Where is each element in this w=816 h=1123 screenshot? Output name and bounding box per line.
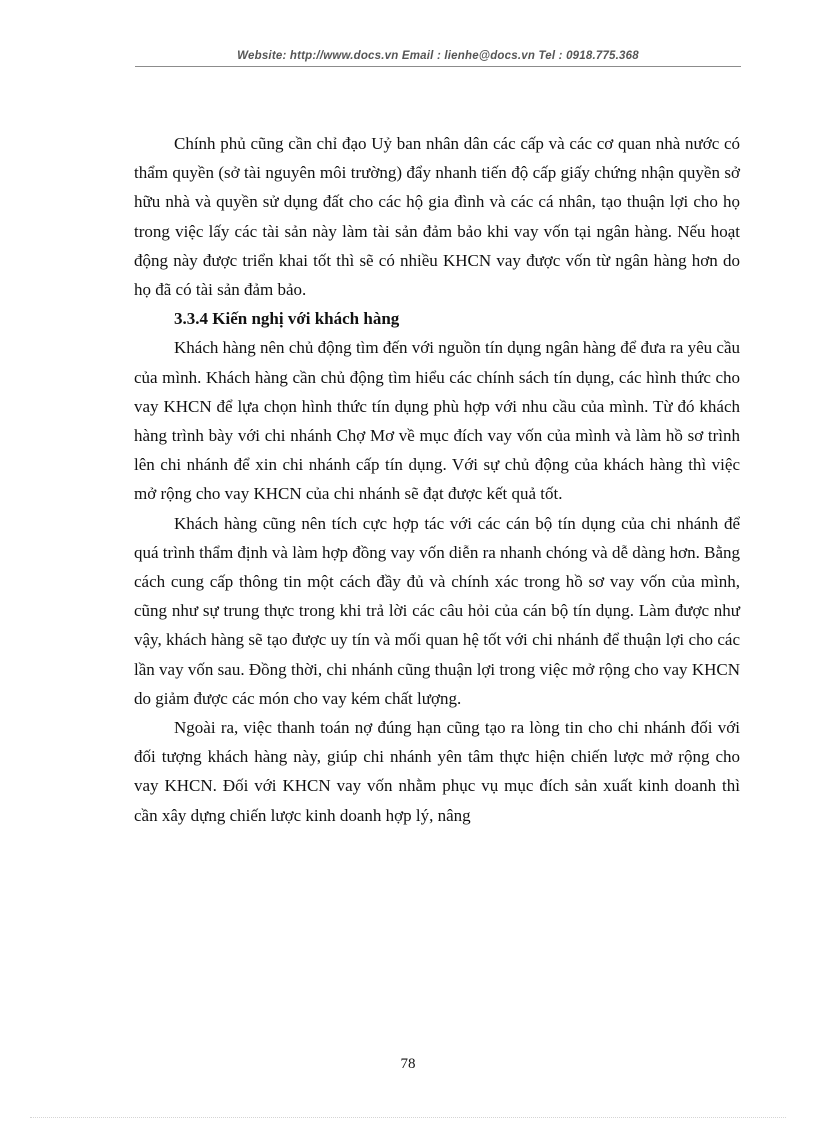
- section-heading: 3.3.4 Kiến nghị với khách hàng: [174, 309, 400, 329]
- paragraph-1: Chính phủ cũng cần chỉ đạo Uỷ ban nhân dân các cấp và các cơ quan nhà nước có thẩm quyền (sở tài nguyên môi trường) đẩy nhanh tiến độ cấp giấy chứng nhận quyền sở hữu nhà và quyền sử dụng đất cho các hộ gia đình và các cá nhân, tạo thuận lợi cho họ trong việc lấy các tài sản này làm tài sản đảm bảo khi vay vốn tại ngân hàng. Nếu hoạt động này được triển khai tốt thì sẽ có nhiều KHCN vay được vốn từ ngân hàng hơn do họ đã có tài sản đảm bảo.: [134, 134, 740, 300]
- page-header: [135, 46, 741, 67]
- header-contact-text: Website: http://www.docs.vn Email : lienhe@docs.vn Tel : 0918.775.368: [237, 50, 639, 62]
- paragraph-3: Khách hàng cũng nên tích cực hợp tác với các cán bộ tín dụng của chi nhánh để quá trình thẩm định và làm hợp đồng vay vốn diễn ra nhanh chóng và dễ dàng hơn. Bằng cách cung cấp thông tin một cách đầy đủ và chính xác trong hồ sơ vay vốn của mình, cũng như sự trung thực trong khi trả lời các câu hỏi của cán bộ tín dụng. Làm được như vậy, khách hàng sẽ tạo được uy tín và mối quan hệ tốt với chi nhánh để thuận lợi cho các lần vay vốn sau. Đồng thời, chi nhánh cũng thuận lợi trong việc mở rộng cho vay KHCN do giảm được các món cho vay kém chất lượng.: [134, 513, 740, 708]
- paragraph-2: Khách hàng nên chủ động tìm đến với nguồn tín dụng ngân hàng để đưa ra yêu cầu của mình. Khách hàng cần chủ động tìm hiểu các chính sách tín dụng, các hình thức cho vay KHCN để lựa chọn hình thức tín dụng phù hợp với nhu cầu của mình. Từ đó khách hàng trình bày với chi nhánh Chợ Mơ về mục đích vay vốn của mình và làm hồ sơ trình lên chi nhánh để xin chi nhánh cấp tín dụng. Với sự chủ động của khách hàng thì việc mở rộng cho vay KHCN của chi nhánh sẽ đạt được kết quả tốt.: [134, 338, 740, 504]
- document-body: [134, 129, 740, 830]
- page-bottom-divider: [30, 1117, 786, 1118]
- page-number: 78: [400, 1056, 416, 1072]
- paragraph-4: Ngoài ra, việc thanh toán nợ đúng hạn cũng tạo ra lòng tin cho chi nhánh đối với đối tượng khách hàng này, giúp chi nhánh yên tâm thực hiện chiến lược mở rộng cho vay KHCN. Đối với KHCN vay vốn nhằm phục vụ mục đích sản xuất kinh doanh thì cần xây dựng chiến lược kinh doanh hợp lý, nâng: [134, 718, 740, 825]
